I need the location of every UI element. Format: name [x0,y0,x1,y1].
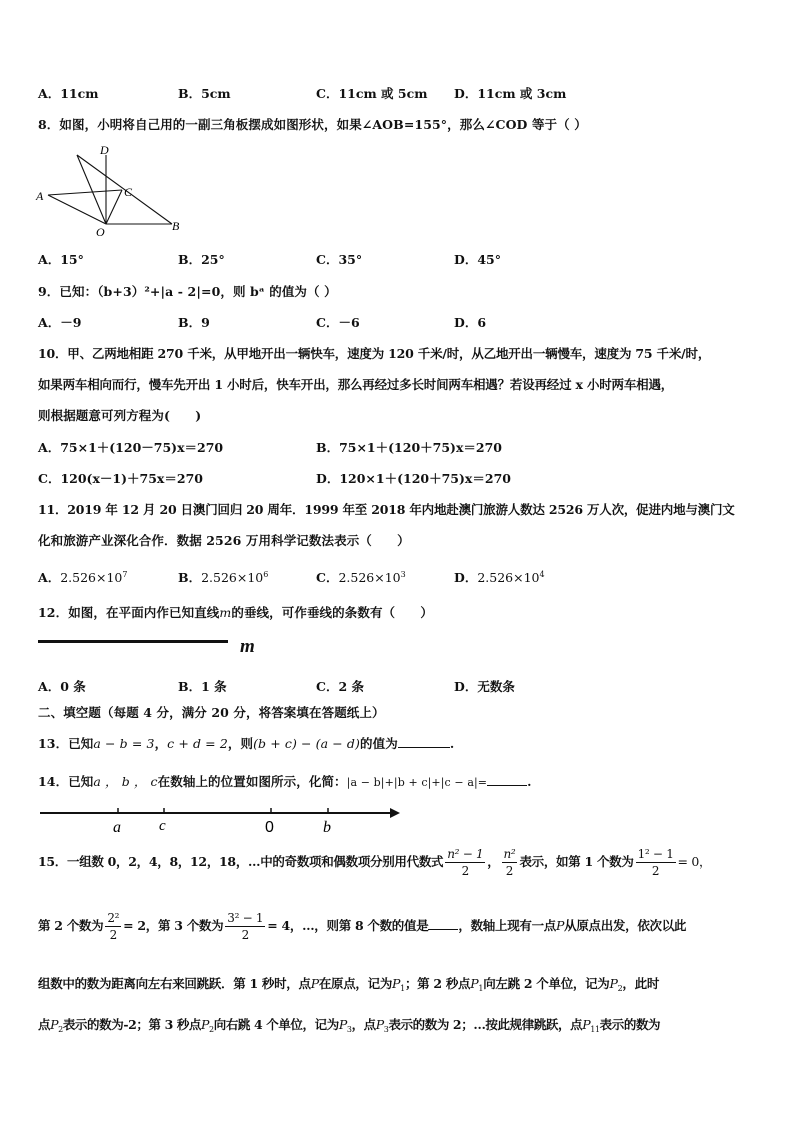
q15-l3-e: ，此时 [622,976,660,991]
axis-label-a: a [113,819,121,836]
q13-answer-blank[interactable] [398,735,450,748]
q15-l4-d: ，点 [351,1017,376,1032]
subscript: 1 [400,984,405,993]
point-p2: P [609,976,618,991]
point-p11: P [582,1017,591,1032]
fraction-den: 2 [109,928,117,942]
q7-option-b: B．5cm [178,86,231,101]
fraction-num: 1² − 1 [637,847,674,861]
label-b: B [172,219,180,233]
q11-line-2: 化和旅游产业深化合作．数据 2526 万用科学记数法表示（ ） [38,533,410,548]
label-o: O [96,225,105,239]
q15-l1-sep: ， [487,854,500,869]
q15-l3: 组数中的数为距离向左右来回跳跃．第 1 秒时，点 [38,976,311,991]
option-base: 2.526×10 [477,570,540,585]
q12-option-a: A．0 条 [38,679,86,694]
q15-l4-a: 点 [38,1017,51,1032]
option-label: D． [454,570,478,585]
q15-line-4 [38,1015,660,1034]
option-label: C． [316,570,339,585]
fraction-num: 2² [107,911,120,925]
q11-line-1: 11．2019 年 12 月 20 日澳门回归 20 周年．1999 年至 2018 年内地赴澳门旅游人数达 2526 万人次，促进内地与澳门文 [38,502,735,517]
q12-text-pre: 12．如图，在平面内作已知直线 [38,605,220,620]
fraction [445,846,485,879]
q8-option-a: A．15° [38,252,84,267]
label-d: D [100,143,109,157]
fraction-num: n² − 1 [447,847,484,861]
point-p1: P [470,976,479,991]
q10-line-3: 则根据题意可列方程为( ) [38,408,202,423]
option-exponent: 4 [539,570,545,579]
q15-l2-pre: 第 2 个数为 [38,918,104,933]
q15-l1-end: = 0， [677,854,712,869]
q14-expr: |a − b|+|b + c|+|c − a|= [346,776,488,789]
q14-mid: 在数轴上的位置如图所示，化简： [157,774,347,789]
q15-l4-b: 表示的数为-2；第 3 秒点 [62,1017,202,1032]
point-p3: P [375,1017,384,1032]
q10-option-c: C．120(x－1)＋75x＝270 [38,471,203,486]
q12-option-c: C．2 条 [316,679,364,694]
q15-line-3 [38,974,659,993]
subscript: 2 [58,1025,63,1034]
q13-expr-1: a − b = 3 [93,736,155,751]
q13-sep-1: ， [154,736,168,751]
q10-option-d: D．120×1＋(120＋75)x＝270 [316,471,511,486]
q12-var-m: m [219,605,232,620]
label-c: C [124,185,133,199]
subscript: 3 [346,1025,352,1034]
axis-label-c: c [159,818,166,834]
label-a: A [36,189,44,203]
point-p1: P [392,976,401,991]
subscript: 2 [209,1025,214,1034]
q9-option-d: D．6 [454,315,487,330]
q15-l1-mid: 表示，如第 1 个数为 [519,854,634,869]
q11-option-d [454,568,545,586]
option-exponent: 3 [400,570,406,579]
point-p2: P [201,1017,210,1032]
q13-end: . [449,736,455,751]
fraction [502,846,518,879]
q15-answer-blank[interactable] [428,917,458,930]
subscript: 11 [590,1025,600,1034]
q15-l2-d: 从原点出发，依次以此 [564,918,687,933]
subscript: 2 [617,984,623,993]
q10-line-1: 10．甲、乙两地相距 270 千米，从甲地开出一辆快车，速度为 120 千米/时，从乙地开出一辆慢车，速度为 75 千米/时， [38,346,711,361]
fraction-den: 2 [651,864,660,878]
q9-text: 9．已知：（b+3）²+|a - 2|=0，则 bᵃ 的值为（ ） [38,284,337,299]
q8-option-c: C．35° [316,252,363,267]
q13-text [38,734,454,752]
q9-option-b: B．9 [178,315,210,330]
q8-option-b: B．25° [178,252,225,267]
q15-l3-b: 在原点，记为 [318,976,393,991]
q7-option-c: C．11cm 或 5cm [316,86,428,101]
point-p2: P [50,1017,59,1032]
q15-l4-f: 表示的数为 [599,1017,661,1032]
q15-l1-pre: 15．一组数 0，2，4，8，12，18，…中的奇数项和偶数项分别用代数式 [38,854,444,869]
q10-option-b: B．75×1＋(120＋75)x＝270 [316,440,502,455]
q8-text: 8．如图，小明将自己用的一副三角板摆成如图形状，如果∠AOB=155°，那么∠COD 等于（ ） [38,117,587,132]
option-exponent: 6 [263,570,269,579]
fraction-den: 2 [505,864,514,878]
fraction [105,910,121,943]
number-line [38,800,408,840]
q15-line-1 [38,846,711,879]
subscript: 3 [383,1025,389,1034]
q15-l2-c: ，数轴上现有一点 [458,918,556,933]
point-p: P [556,918,565,933]
option-base: 2.526×10 [60,570,123,585]
q13-expr-2: c + d = 2 [167,736,228,751]
fraction-num: 3² − 1 [227,911,264,925]
q8-option-d: D．45° [454,252,501,267]
q12-option-b: B．1 条 [178,679,227,694]
axis-label-b: b [323,819,331,836]
q8-triangle-figure [32,138,192,240]
subscript: 1 [478,984,484,993]
q9-option-a: A．－9 [38,315,82,330]
option-exponent: 7 [122,570,128,579]
q15-line-2 [38,910,686,943]
q9-option-c: C．－6 [316,315,360,330]
line-m [38,640,228,643]
q14-pre: 14．已知 [38,774,94,789]
option-label: B． [178,570,202,585]
q14-end: . [527,774,532,789]
q15-l4-e: 表示的数为 2；…按此规律跳跃，点 [388,1017,583,1032]
option-base: 2.526×10 [201,570,264,585]
q11-option-a [38,568,127,586]
q14-vars: a ， b ， c [93,774,158,789]
q14-text [38,772,532,790]
q13-expr-3: (b + c) − (a − d) [253,736,361,751]
q15-l2-a: = 2，第 3 个数为 [123,918,224,933]
option-base: 2.526×10 [338,570,401,585]
q13-pre: 13．已知 [38,736,94,751]
q13-sep-2: ，则 [227,736,254,751]
q7-option-d: D．11cm 或 3cm [454,86,567,101]
q12-option-d: D．无数条 [454,679,515,694]
q14-answer-blank[interactable] [487,773,527,786]
q15-l2-b: = 4，…，则第 8 个数的值是 [267,918,429,933]
q15-l3-c: ；第 2 秒点 [404,976,471,991]
point-p: P [310,976,319,991]
point-p3: P [338,1017,347,1032]
q11-option-b [178,568,268,586]
fraction-den: 2 [461,864,469,878]
q11-option-c [316,568,406,586]
q12-text-post: 的垂线，可作垂线的条数有（ ） [231,605,433,620]
q10-line-2: 如果两车相向而行，慢车先开出 1 小时后，快车开出，那么再经过多长时间两车相遇？若设再经过 x 小时两车相遇， [38,377,674,392]
q15-l3-d: 向左跳 2 个单位，记为 [483,976,610,991]
fraction-den: 2 [241,928,249,942]
q13-post: 的值为 [360,736,398,751]
fraction [636,846,676,879]
q7-option-a: A．11cm [38,86,99,101]
q10-option-a: A．75×1＋(120－75)x＝270 [38,440,224,455]
q12-text [38,603,433,621]
section-heading-fill-in: 二、填空题（每题 4 分，满分 20 分，将答案填在答题纸上） [38,705,385,720]
q15-l4-c: 向右跳 4 个单位，记为 [213,1017,339,1032]
fraction-num: n² [503,847,516,861]
option-label: A． [38,570,61,585]
axis-label-zero: 0 [265,819,274,836]
line-m-label: m [240,636,255,657]
fraction [225,910,265,943]
